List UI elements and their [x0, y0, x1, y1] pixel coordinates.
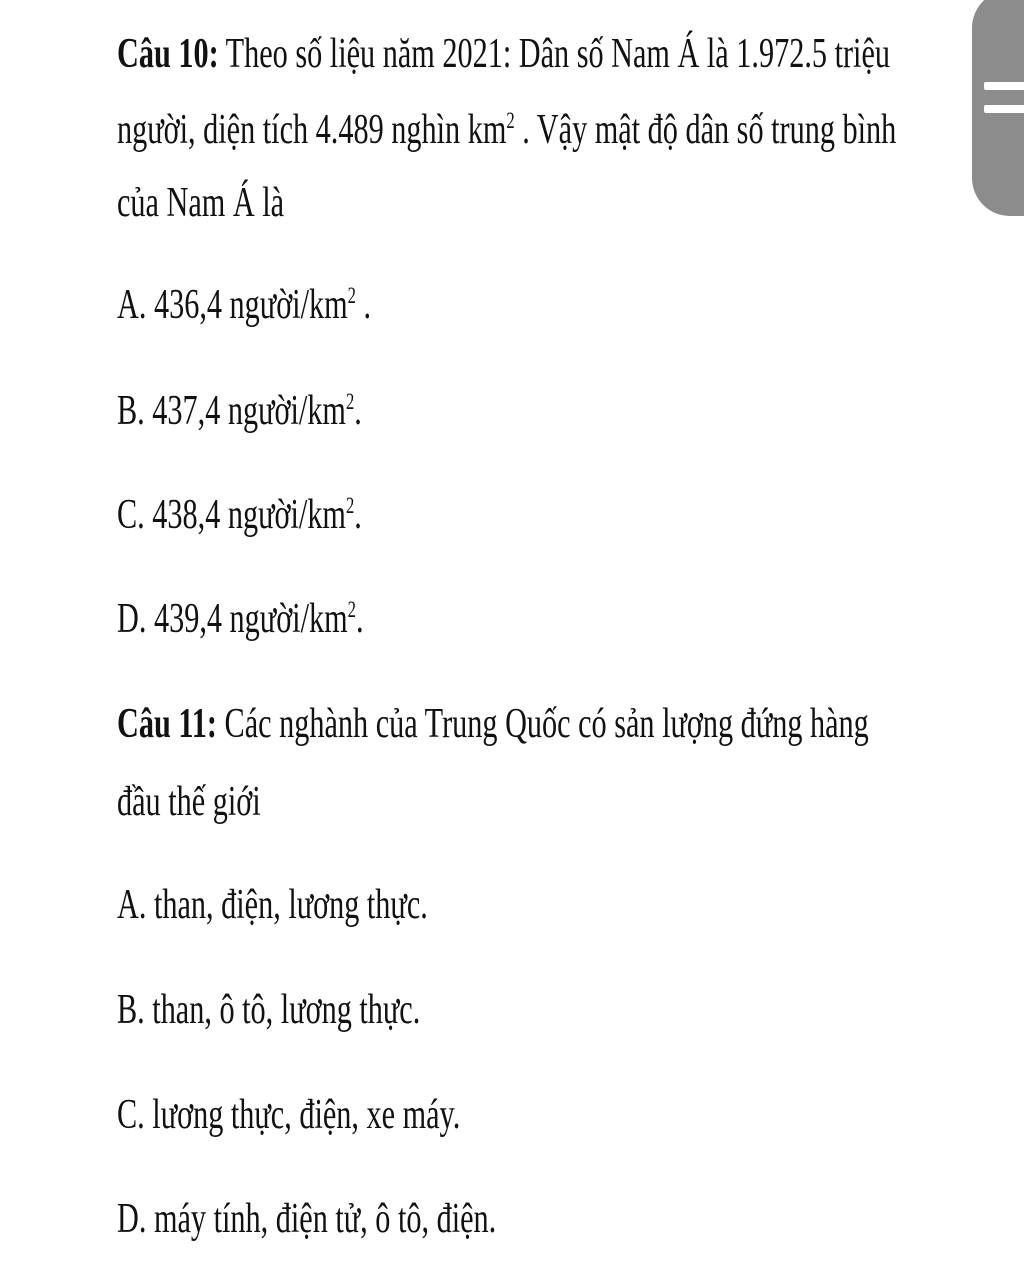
option-punctuation: . — [355, 596, 364, 642]
question-10-option-d[interactable] — [117, 594, 363, 644]
question-11-stem-text-1: Các nghành của Trung Quốc có sản lượng đứng hàng — [216, 701, 869, 747]
side-menu-handle[interactable] — [972, 0, 1024, 216]
superscript: 2 — [345, 388, 355, 414]
question-10-option-a[interactable] — [117, 280, 371, 330]
question-10-option-b[interactable] — [117, 386, 362, 436]
option-text: C. 438,4 người/km — [117, 492, 346, 538]
option-punctuation: . — [355, 282, 372, 328]
question-10-stem-text-2: người, diện tích 4.489 nghìn km — [117, 107, 507, 153]
question-10-stem-line-3: của Nam Á là — [117, 180, 285, 226]
question-10-option-c[interactable] — [117, 490, 362, 540]
superscript: 2 — [345, 492, 355, 518]
question-11-stem-line-2: đầu thế giới — [117, 779, 261, 825]
question-10-stem-line-1 — [117, 29, 890, 79]
question-11-option-a[interactable]: A. than, điện, lương thực. — [117, 882, 428, 928]
option-text: D. 439,4 người/km — [117, 596, 348, 642]
superscript: 2 — [347, 596, 356, 622]
option-text: A. 436,4 người/km — [117, 282, 348, 328]
question-11-option-d[interactable]: D. máy tính, điện tử, ô tô, điện. — [117, 1196, 497, 1242]
option-text: B. 437,4 người/km — [117, 388, 346, 434]
question-11-label: Câu 11: — [117, 701, 217, 747]
option-punctuation: . — [354, 388, 362, 434]
question-10-stem-text-1: Theo số liệu năm 2021: Dân số Nam Á là 1.972.5 triệu — [218, 31, 890, 77]
superscript: 2 — [506, 107, 515, 133]
option-punctuation: . — [354, 492, 362, 538]
question-10-label: Câu 10: — [117, 31, 219, 77]
question-11-option-c[interactable]: C. lương thực, điện, xe máy. — [117, 1092, 461, 1138]
question-10-stem-line-2 — [117, 105, 896, 155]
question-10-stem-text-2b: . Vậy mật độ dân số trung bình — [514, 107, 897, 153]
superscript: 2 — [347, 282, 356, 308]
question-11-option-b[interactable]: B. than, ô tô, lương thực. — [117, 987, 421, 1033]
question-11-stem-line-1 — [117, 699, 869, 749]
